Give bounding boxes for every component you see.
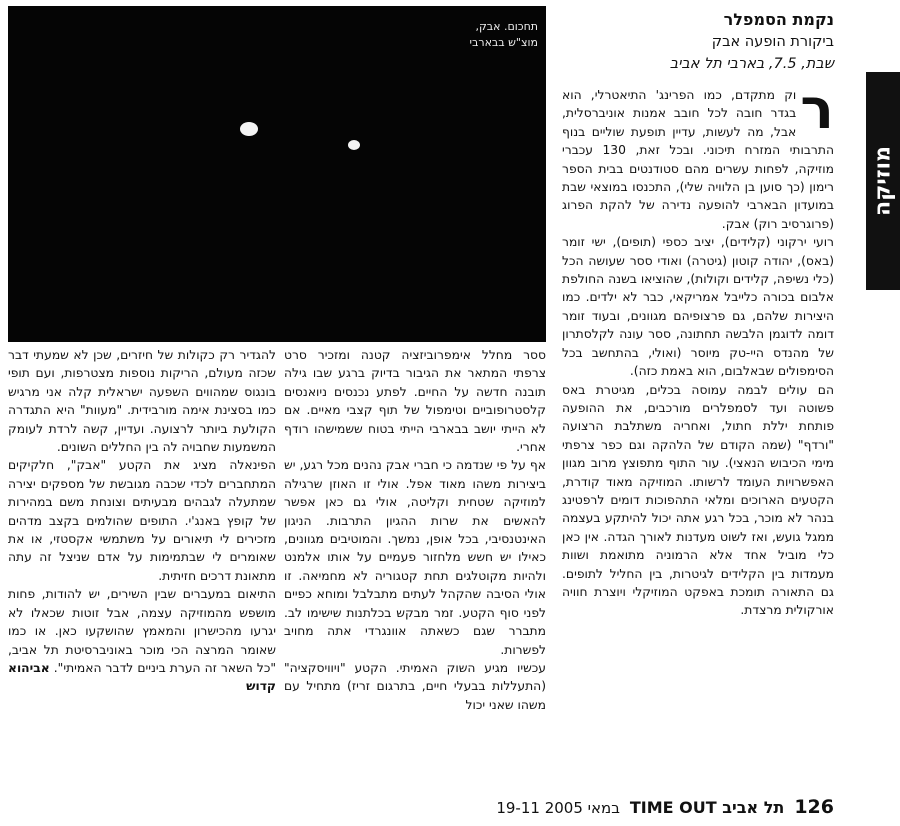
drop-cap: ר — [800, 77, 834, 142]
paragraph: להגדיר רק כקולות של חיזרים, שכן לא שמעתי דבר שכזה מעולם, הריקות נוספות מצטרפות, ועם תופי בונגוס שמהווים השפעה ישראלית קלה אני מרגיש כמו בסצינת אימה מורבידית. "מעוות" היא התגדרה הקולעת ביותר לרצועה. ועדיין, קשה לרדת לעומק המשמעות שחבויה לה בין החללים השונים. — [8, 348, 276, 455]
stage-light-spot — [240, 122, 258, 136]
author-signature: אביהוא קדוש — [8, 660, 276, 694]
issue-date: 19-11 במאי 2005 — [496, 799, 620, 817]
section-tab-label: מוזיקה — [870, 145, 896, 217]
article-kicker: נקמת הסמפלר — [723, 10, 834, 29]
article-dateline: שבת, 7.5, בארבי תל אביב — [669, 56, 834, 72]
stage-light-spot — [348, 140, 360, 150]
concert-photo — [8, 6, 546, 342]
photo-caption-line2: מוצ"ש בבארבי — [469, 36, 538, 49]
paragraph: הם עולים לבמה עמוסה בכלים, מגיטרת באס פשוטה ועד לסמפלרים מורכבים, את ההופעה פותחת יללת חתול, ואחריה משתלבת הרצועה "ורדף" (שמה הקודם של הלהקה וגם כפר צרפתי מימי הכיבוש הנאצי). עור התוף מתפוצץ מרוב מגוון האפשרויות העומד לרשותו. המוזיקה מאוד קודרת, הקטעים הארוכים ומלאי התהפוכות דומים לרפטינג בנהר לא מוכר, בכל רגע אתה יכול להיתקע בעצמה ממגל גועש, ואז לשוט מעדנות לאורך הגדה. אין כאן כלי מוביל אחד אלא הרמוניה מתואמת ושוות מעמדות בין הקלידים לגיטרות, בין החליל לתופים. גם התאורה תומכת באפקט המוזיקלי ויוצרת חוויה אורקולית מרצדת. — [562, 382, 834, 618]
article-column-middle — [284, 346, 546, 786]
magazine-name: TIME OUT תל אביב — [629, 798, 785, 817]
paragraph: וק מתקדם, כמו הפרינג' התיאטרלי, הוא בגדר חובה לכל חובב אמנות אוניברסלית, אבל, מה לעשות, עדיין תופעת שוליים בנוף התרבותי המזרח תיכוני. ובכל זאת, 130 עכברי מוזיקה, לפחות עשרים מהם סטודנטים בבית הספר רימון (כך סוען בן הלוויה שלי), התכנסו במוצאי שבת במועדון הבארבי להופעה נדירה של להקת הפרוג (פרוגרסיב רוק) אבק. — [562, 88, 834, 231]
article-subtitle: ביקורת הופעה אבק — [711, 34, 834, 50]
section-tab — [866, 72, 900, 290]
paragraph: עכשיו מגיע השוק האמיתי. הקטע "ויוויסקציה" (התעללות בבעלי חיים, בתרגום זריז) מתחיל עם משהו שאני יכול — [284, 660, 546, 712]
paragraph: הפינאלה מציג את הקטע "אבק", חלקיקים המתחברים לכדי שכבה מגובשת של מספקים יצירה שמתעלה לגבהים מבעיתים וצונחת משם במהירות של קופץ באנג'י. התופים שהולמים בקצב מדהים מזכירים לי תיאורים על משתמשי אקסטזי, או את שאומרים לי שבתמימות על אדם שניצל זה עתה מתאונת דרכים חזיתית. — [8, 458, 276, 583]
paragraph: אף על פי שנדמה כי חברי אבק נהנים מכל רגע, יש ביצירות משהו מאוד אפל. אולי זו האוזן שרגילה למוזיקה שטחית וקליטה, אולי גם כאן אפשר להאשים את שרות ההגיון התרבות. הניגון האינטנסיבי, בכל אופן, נמשך. והמוטיבים מגוונים, כאילו יש חשש מלחזור פעמיים על אותו אלמנט ולהיות מקוטלגים תחת קטגוריה לא מחמיאה. זו אולי הסיבה שהקהל לעתים מתבלבל ומוחא כפיים לפני סוף הקטע. זמר מבקש בכלתנות שישימו לב. מתברר שגם כשאתה אוונגרדי אתה מחויב לפשרות. — [284, 458, 546, 657]
photo-caption-line1: תחכום. אבק, — [475, 20, 538, 33]
article-column-left — [8, 346, 276, 786]
paragraph: התיאום במעברים שבין השירים, יש להודות, פחות מושפש מהמוזיקה עצמה, אבל זוטות שכאלו לא יגרעו מהכישרון והמאמץ שהושקעו כאן. או כמו שאומר המרצה הכי מוכר באוניברסיטת תל אביב, "כל השאר זה הערת ביניים לדבר האמיתי". — [8, 587, 276, 675]
article-column-right — [562, 77, 834, 786]
page-number: 126 — [794, 796, 834, 818]
paragraph: רועי ירקוני (קלידים), יציב כספי (תופים), ישי זומר (באס), יהודה קוטון (גיטרה) ואודי ססר שעושה הכל (כלי נשיפה, קלידים וקולות), שהוציאו בשנה החולפת אלבום בכורה כלייבל אמריקאי, כבר לא ילדים. כמו היצירות שלהם, גם פרצופיהם מגוונים, ובעוד זומר דומה לדוגמן הלבשה תחתונה, ססר עונה לקלסתרון של מהנדס היי-טק מיוסר (ואולי, בהתחשב בכל הסימפולים שבאלבום, הוא באמת כזה). — [562, 235, 834, 379]
paragraph: ססר מחלל אימפרוביזציה קטנה ומזכיר סרט צרפתי המתאר את הגיבור בדיוק ברגע שבו גילה תובנה חדשה על החיים. לפתע נכנסים ניואנסים קלסטרופוביים וטימפול של תוף קצבי מאיים. אם לא הייתי יושב בבארבי הייתי בטוח ששמישהו רודף אחרי. — [284, 348, 546, 455]
page-footer — [496, 796, 834, 818]
